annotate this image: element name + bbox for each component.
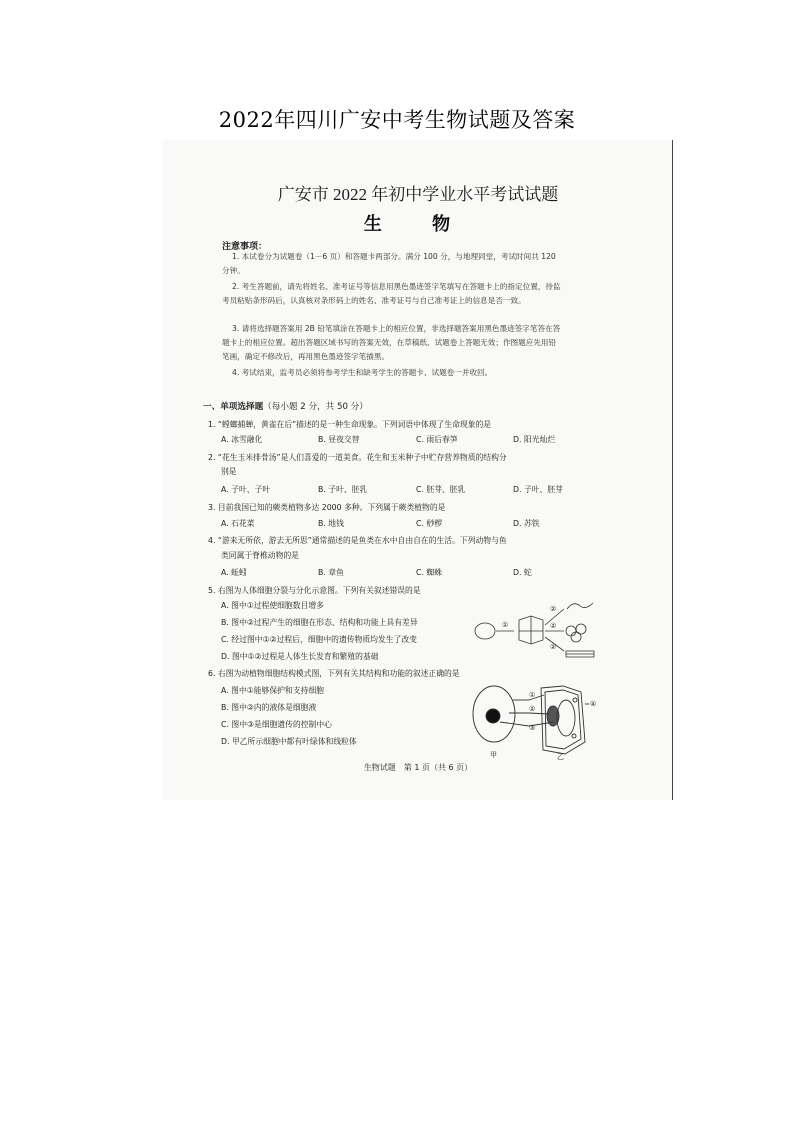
option-d: D. 苏铁 (513, 519, 540, 528)
single-cell-shape (475, 623, 495, 639)
label-1: ① (529, 691, 536, 699)
notice-item-3: 3. 请将选择题答案用 2B 铅笔填涂在答题卡上的相应位置，非选择题答案用黑色墨迹签字笔答在答题卡上的相应位置。超出答题区域书写的答案无效，在草稿纸、试题卷上答题无效；作图题应先用铅笔画，确定不修改后，再用黑色墨迹签字笔描黑。 (222, 324, 561, 361)
section-heading (203, 400, 368, 412)
label-2: ② (529, 705, 536, 713)
option-b: B. 子叶、胚乳 (318, 485, 368, 494)
question-5-option-a: A. 图中①过程使细胞数目增多 (221, 601, 324, 610)
chloroplast (573, 698, 577, 702)
option-d: D. 阳光灿烂 (513, 435, 556, 444)
option-a: A. 石花菜 (221, 519, 255, 528)
notice-heading: 注意事项： (222, 242, 268, 252)
question-4-stem: 4. “游来无所依，游去无所思”通常描述的是鱼类在水中自由自在的生活。下列动物与鱼 (208, 536, 507, 545)
cell-structure-figure (469, 680, 601, 762)
scan-edge-line (672, 140, 673, 800)
question-6-option-a: A. 图中①能够保护和支持细胞 (221, 686, 324, 695)
option-c: C. 桫椤 (416, 519, 442, 528)
notice-item-2: 2. 考生答题前，请先将姓名、准考证号等信息用黑色墨迹签字笔填写在答题卡上的指定位置，待监考员粘贴条形码后，认真核对条形码上的姓名、准考证号与自己准考证上的信息是否一致。 (222, 282, 561, 305)
option-a: A. 冰雪融化 (221, 435, 263, 444)
question-6-option-d: D. 甲乙所示细胞中都有叶绿体和线粒体 (221, 737, 357, 746)
question-5-option-d: D. 图中①②过程是人体生长发育和繁殖的基础 (221, 652, 379, 661)
animal-cell-nucleus (486, 709, 500, 723)
question-5-stem: 5. 右图为人体细胞分裂与分化示意图。下列有关叙述错误的是 (208, 586, 421, 595)
question-4-stem-cont: 类同属于脊椎动物的是 (221, 551, 299, 560)
label-2b: ② (550, 622, 557, 630)
option-b: B. 昼夜交替 (318, 435, 360, 444)
nerve-cell-shape (567, 603, 593, 609)
question-6-option-b: B. 图中②内的液体是细胞液 (221, 703, 317, 712)
label-yi: 乙 (557, 753, 564, 761)
label-2a: ② (550, 605, 557, 613)
cell-division-figure (471, 595, 601, 663)
option-d: D. 子叶、胚芽 (513, 485, 563, 494)
section-note: （每小题 2 分，共 50 分） (263, 402, 368, 412)
question-2-stem: 2. “花生玉米排骨汤”是人们喜爱的一道美食。花生和玉米种子中贮存营养物质的结构分 (208, 453, 507, 462)
question-5-option-c: C. 经过图中①②过程后，细胞中的遗传物质均发生了改变 (221, 635, 417, 644)
option-a: A. 子叶、子叶 (221, 485, 271, 494)
label-1: ① (502, 621, 509, 629)
exam-subject: 生 物 (363, 214, 473, 235)
question-2-stem-cont: 别是 (221, 467, 237, 476)
epithelial-cell-1 (566, 626, 576, 636)
option-c: C. 蜘蛛 (416, 568, 442, 577)
page-footer: 生物试题 第 1 页（共 6 页） (363, 763, 473, 772)
question-5-option-b: B. 图中②过程产生的细胞在形态、结构和功能上具有差异 (221, 618, 418, 627)
option-d: D. 蛇 (513, 568, 532, 577)
option-b: B. 地钱 (318, 519, 344, 528)
notice-item-4: 4. 考试结束，监考员必须将参考学生和缺考学生的答题卡、试题卷一并收回。 (232, 368, 493, 377)
exam-title: 广安市 2022 年初中学业水平考试试题 (277, 185, 559, 204)
scanned-exam-page (163, 140, 673, 800)
question-6-stem: 6. 右图为动植物细胞结构模式图，下列有关其结构和功能的叙述正确的是 (208, 669, 460, 678)
section-title: 一、单项选择题 (203, 402, 264, 412)
question-1-stem: 1. “螳螂捕蝉，黄雀在后”描述的是一种生命现象。下列词语中体现了生命现象的是 (208, 420, 492, 429)
label-4: ④ (590, 700, 597, 708)
option-a: A. 蚯蚓 (221, 568, 247, 577)
option-c: C. 胚芽、胚乳 (416, 485, 466, 494)
question-6-option-c: C. 图中③是细胞遗传的控制中心 (221, 720, 332, 729)
option-b: B. 章鱼 (318, 568, 344, 577)
question-3-stem: 3. 目前我国已知的蕨类植物多达 2000 多种。下列属于蕨类植物的是 (208, 503, 446, 512)
notice-item-1: 1. 本试卷分为试题卷（1－6 页）和答题卡两部分。满分 100 分，与地理同堂，考试时间共 120 分钟。 (222, 252, 556, 275)
epithelial-cell-3 (571, 632, 581, 642)
document-title: 2022年四川广安中考生物试题及答案 (218, 108, 576, 132)
option-c: C. 雨后春笋 (416, 435, 458, 444)
label-3: ③ (529, 724, 536, 732)
label-jia: 甲 (490, 751, 497, 759)
label-2c: ② (550, 643, 557, 651)
plant-cell-vacuole (557, 700, 575, 736)
